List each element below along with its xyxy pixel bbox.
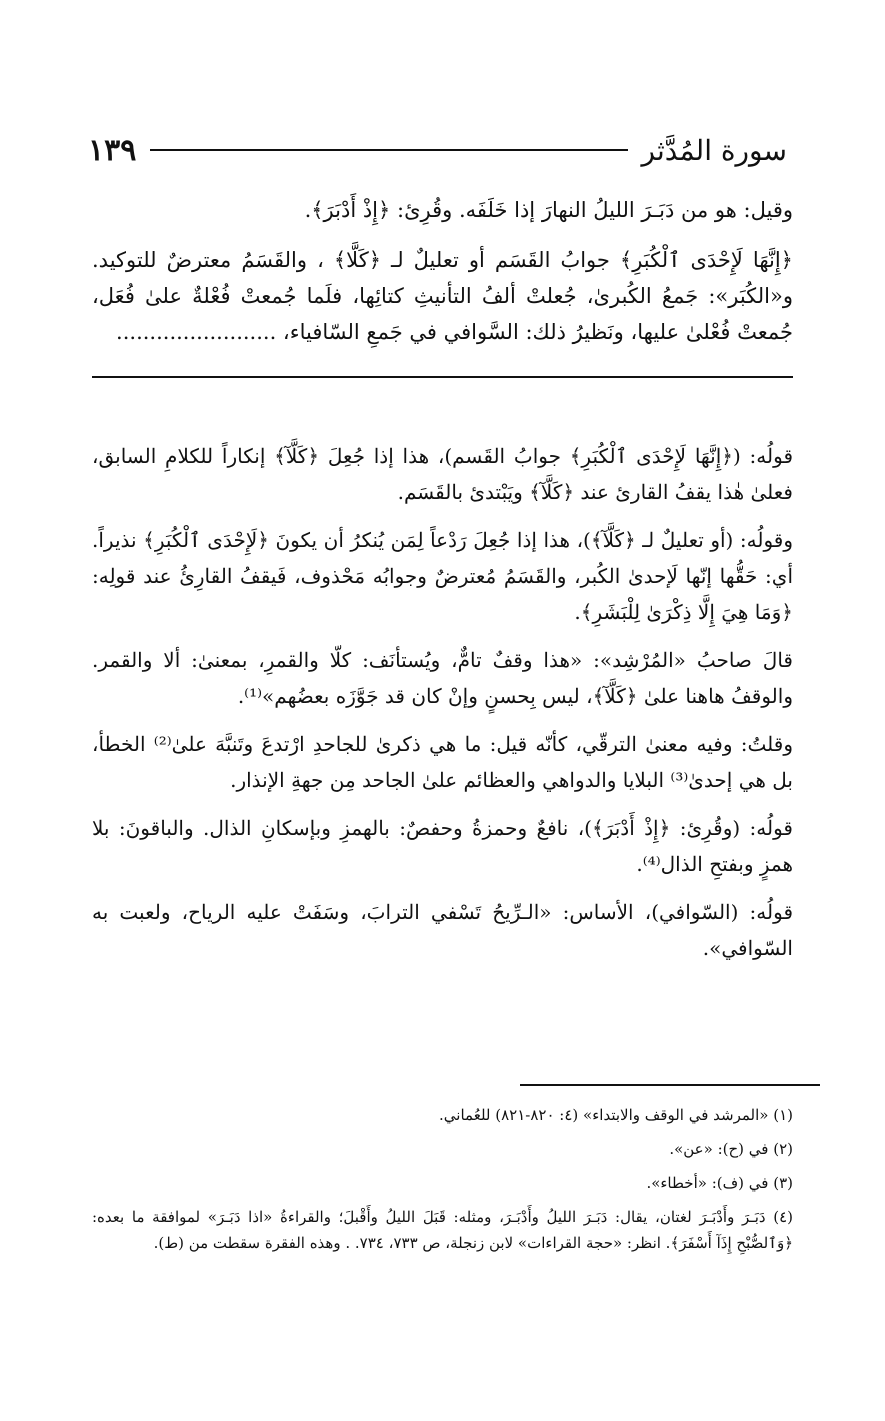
commentary-section xyxy=(92,438,793,966)
main-text xyxy=(92,192,793,350)
commentary-paragraph: قولُه: (﴿إِنَّهَا لَإِحْدَى ٱلْكُبَرِ﴾ جوابُ القَسم)، هذا إذا جُعِلَ ﴿كَلَّآ﴾ إنكاراً للكلامِ السابق، فعلىٰ هٰذا يقفُ القارئ عند ﴿كَلَّآ﴾ ويَبْتدئ بالقَسَم. xyxy=(92,444,793,504)
main-paragraph: وقيل: هو من دَبَـرَ الليلُ النهارَ إذا خَلَفَه. وقُرِئ: ﴿إِذْ أَدْبَرَ﴾. xyxy=(304,198,793,222)
surah-title: سورة المُدَّثر xyxy=(641,133,787,167)
commentary-paragraph: وقولُه: (أو تعليلٌ لـ ﴿كَلَّآ﴾)، هذا إذا جُعِلَ رَدْعاً لِمَن يُنكرُ أن يكونَ ﴿لَإِحْدَى ٱلْكُبَرِ﴾ نذيراً. أي: حَقُّها إنّها لَإحدىٰ الكُبر، والقَسَمُ مُعترضٌ وجوابُه مَحْذوف، فَيقفُ القارِئُ عند قولِه: ﴿وَمَا هِيَ إِلَّا ذِكْرَىٰ لِلْبَشَرِ﴾. xyxy=(92,528,794,624)
text-divider xyxy=(92,376,793,378)
footnote: (٣) في (ف): «أخطاء». xyxy=(646,1174,793,1192)
footnote: (٢) في (ح): «عن». xyxy=(669,1140,793,1158)
page-number: ١٣٩ xyxy=(88,132,137,168)
footnote: (٤) دَبَـرَ وأَدْبَـرَ لغتان، يقال: دَبَـرَ الليلُ وأَدْبَـرَ، ومثله: قَبَلَ الليلُ وأَقْبلَ؛ والقراءةُ «اذا دَبَـرَ» لموافقة ما بعده: ﴿وَٱلصُّبْحِ إِذَآ أَسْفَرَ﴾. انظر: «حجة القراءات» لابن زنجلة، ص ٧٣٣، ٧٣٤. . وهذه الفقرة سقطت من (ط). xyxy=(92,1208,793,1252)
footnotes-section xyxy=(92,1102,793,1256)
main-paragraph: ﴿إِنَّهَا لَإِحْدَى ٱلْكُبَرِ﴾ جوابُ القَسَم أو تعليلٌ لـ ﴿كَلَّا﴾ ، والقَسَمُ معترضٌ للتوكيد. و«الكُبَر»: جَمعُ الكُبرىٰ، جُعلتْ ألفُ التأنيثِ كتائِها، فلَما جُمعتْ فُعْلةٌ علىٰ فُعَل، جُمعتْ فُعْلىٰ عليها، ونَظيرُ ذلك: السَّوافي في جَمعِ السّافياء، ........................ xyxy=(92,248,793,344)
footnote: (١) «المرشد في الوقف والابتداء» (٤: ٨٢٠-٨٢١) للعُماني. xyxy=(439,1106,793,1124)
footnote-rule xyxy=(520,1084,820,1086)
header-rule xyxy=(150,149,627,151)
page-header xyxy=(88,128,787,172)
commentary-paragraph: قولُه: (السّوافي)، الأساس: «الـرِّيحُ تَسْفي الترابَ، وسَفَتْ عليه الرياح، ولعبت به السّوافي». xyxy=(92,900,793,960)
commentary-paragraph: قولُه: (وقُرِئ: ﴿إِذْ أَدْبَرَ﴾)، نافعٌ وحمزةُ وحفصٌ: بالهمزِ وبإسكانِ الذال. والباقونَ: بلا همزٍ وبفتحِ الذال⁽⁴⁾. xyxy=(92,816,793,876)
commentary-paragraph: وقلتُ: وفيه معنىٰ الترقّي، كأنّه قيل: ما هي ذكرىٰ للجاحدِ ارْتدعَ وتَنبَّهَ علىٰ⁽²⁾ الخطأ، بل هي إحدىٰ⁽³⁾ البلايا والدواهي والعظائم علىٰ الجاحد مِن جهةِ الإنذار. xyxy=(92,732,793,792)
commentary-paragraph: قالَ صاحبُ «المُرْشِد»: «هذا وقفٌ تامٌّ، ويُستأنَف: كلّا والقمرِ، بمعنىٰ: ألا والقمر. والوقفُ هاهنا علىٰ ﴿كَلَّآ﴾، ليس بِحسنٍ وإنْ كان قد جَوَّزَه بعضُهم»⁽¹⁾. xyxy=(92,648,793,708)
